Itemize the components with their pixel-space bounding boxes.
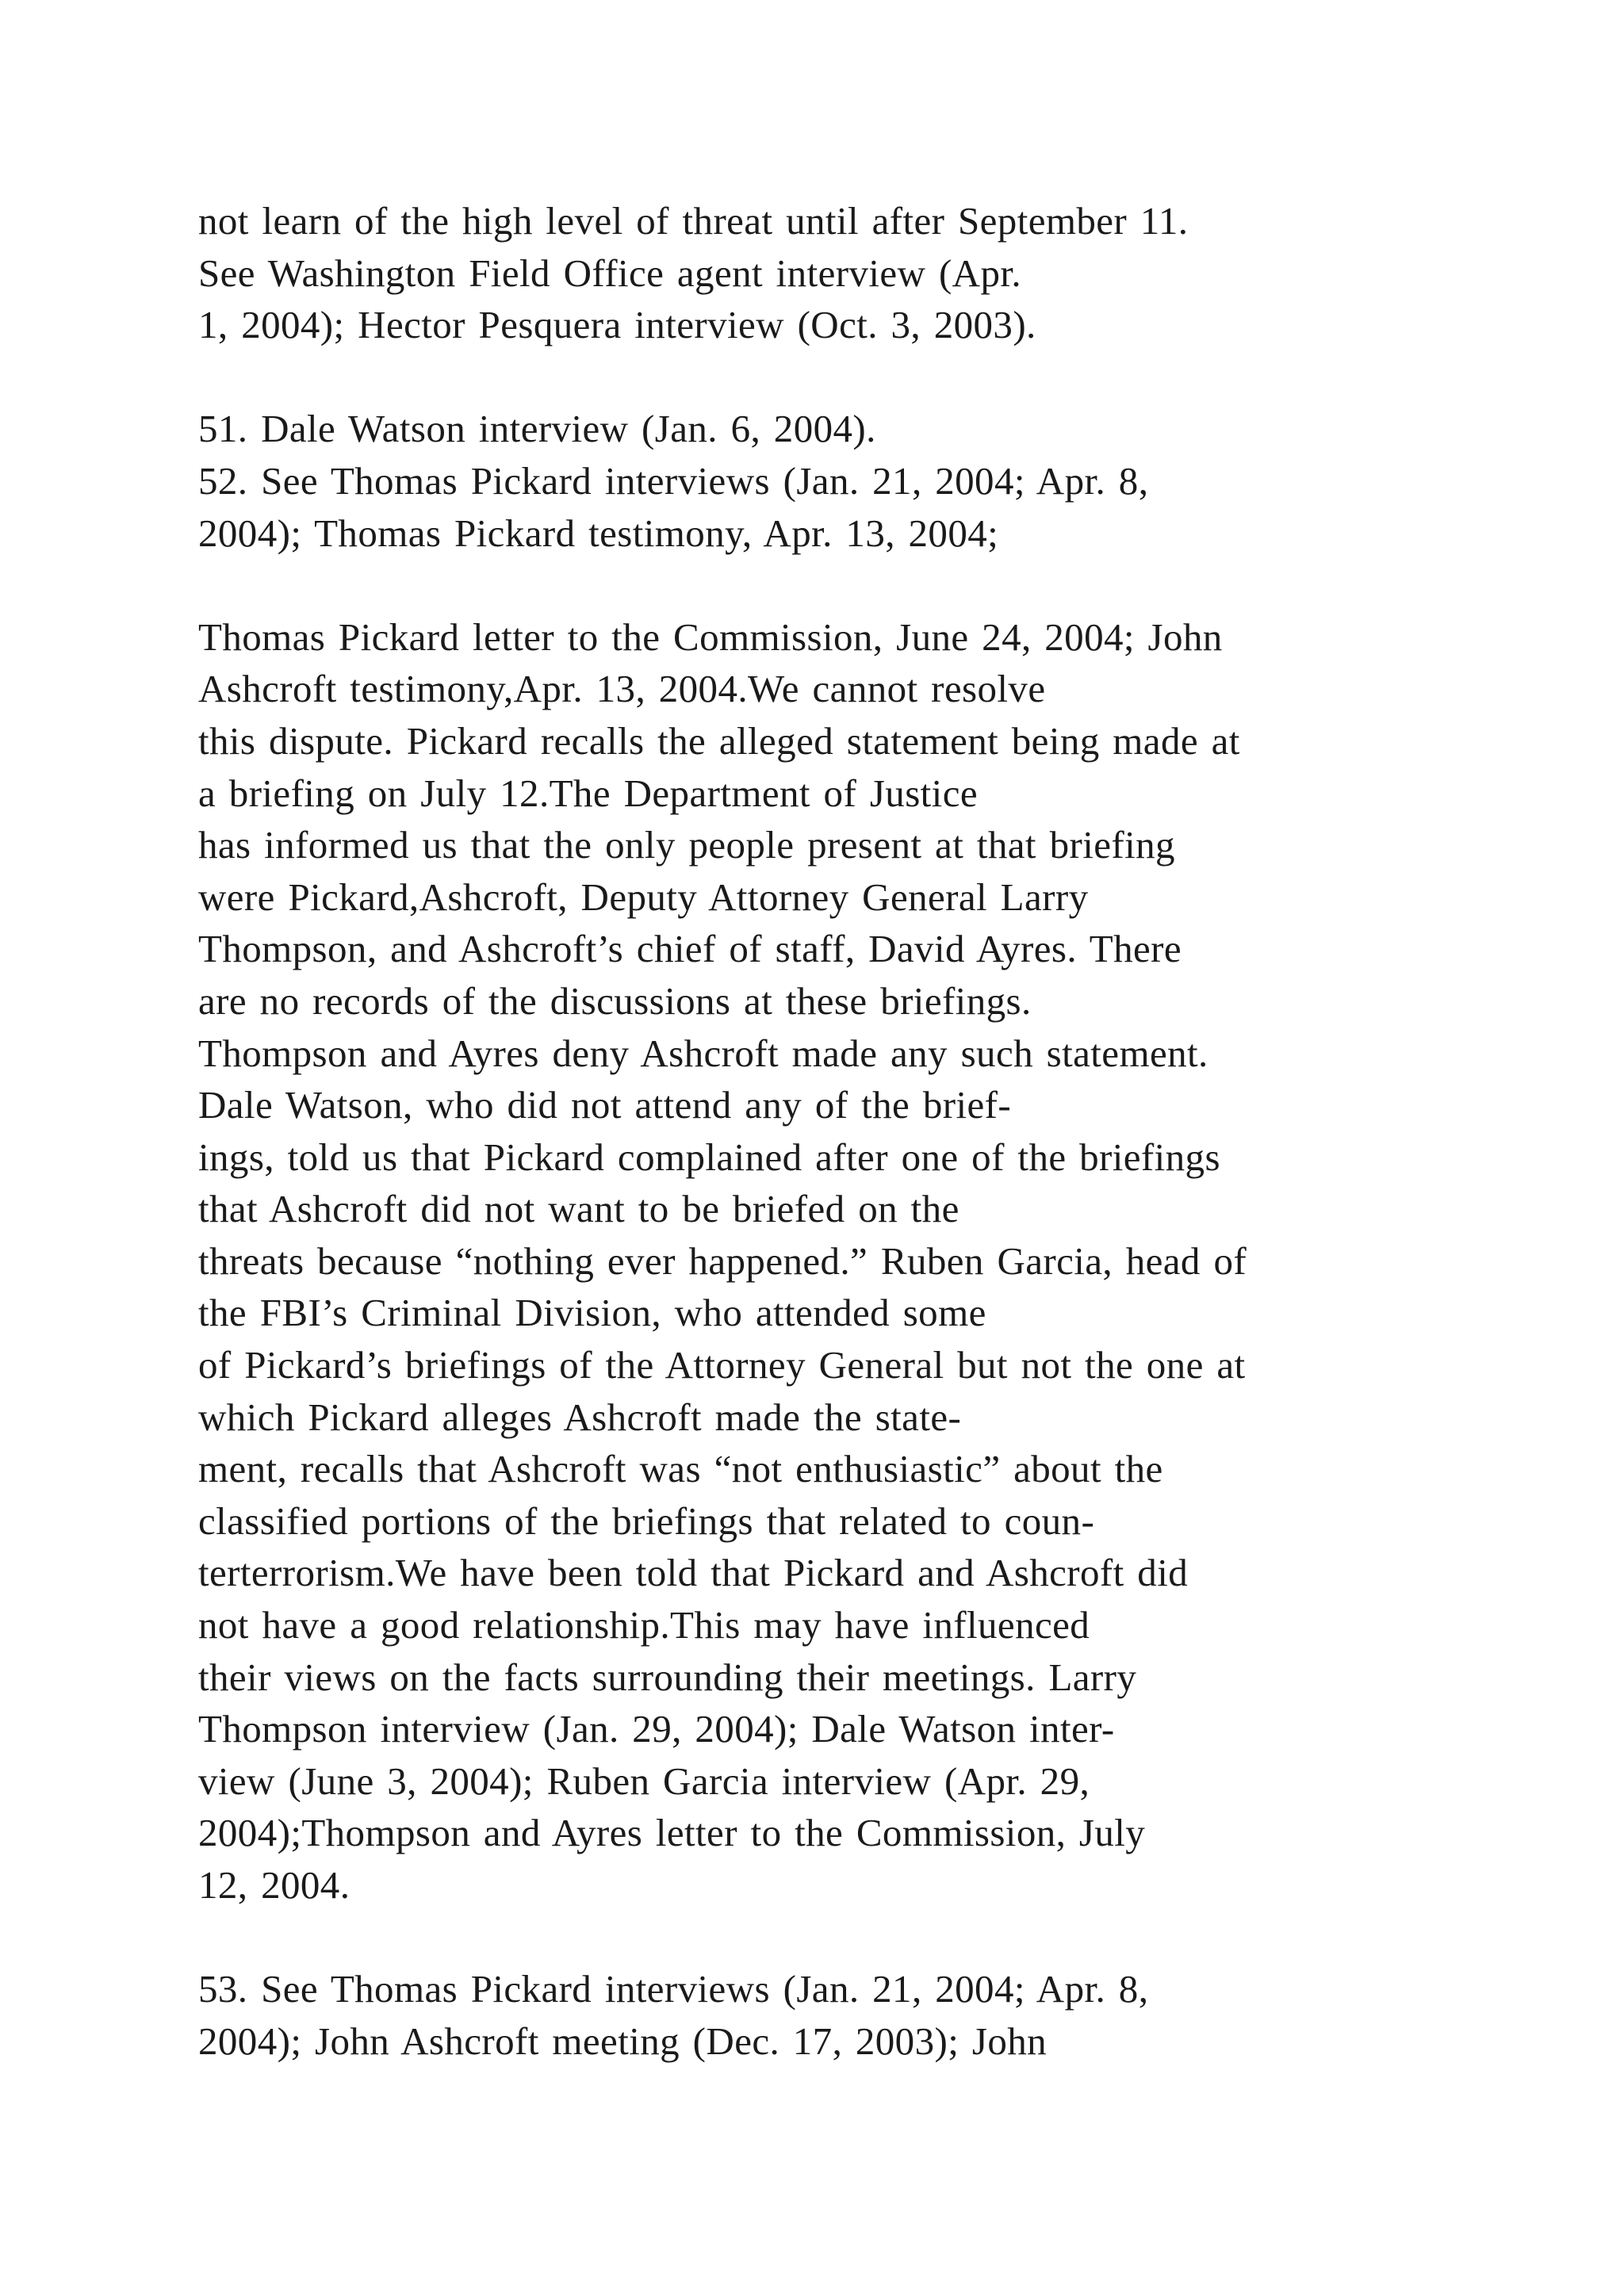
text-line: 51. Dale Watson interview (Jan. 6, 2004). — [198, 407, 876, 451]
paragraph-gap — [198, 559, 1546, 611]
text-line: Ashcroft testimony,Apr. 13, 2004.We cannot resolve — [198, 667, 1046, 711]
text-line: has informed us that the only people present at that briefing — [198, 823, 1175, 867]
text-line: not have a good relationship.This may have influenced — [198, 1603, 1090, 1647]
text-line: Thomas Pickard letter to the Commission, June 24, 2004; John — [198, 614, 1223, 659]
text-line: which Pickard alleges Ashcroft made the state- — [198, 1395, 962, 1439]
text-line: ment, recalls that Ashcroft was “not enthusiastic” about the — [198, 1447, 1163, 1491]
text-line: are no records of the discussions at these briefings. — [198, 978, 1032, 1023]
text-line: 2004); Thomas Pickard testimony, Apr. 13, 2004; — [198, 511, 999, 555]
text-line: 52. See Thomas Pickard interviews (Jan. 21, 2004; Apr. 8, — [198, 458, 1149, 503]
footnotes-text — [198, 195, 1546, 2067]
text-line: threats because “nothing ever happened.” Ruben Garcia, head of — [198, 1238, 1247, 1283]
paragraph-gap — [198, 1911, 1546, 1964]
text-line: See Washington Field Office agent interview (Apr. — [198, 251, 1022, 295]
text-line: were Pickard,Ashcroft, Deputy Attorney General Larry — [198, 874, 1089, 919]
text-line: Thompson, and Ashcroft’s chief of staff, David Ayres. There — [198, 927, 1182, 971]
text-line: of Pickard’s briefings of the Attorney General but not the one at — [198, 1343, 1246, 1387]
text-line: their views on the facts surrounding their meetings. Larry — [198, 1655, 1137, 1699]
text-line: 1, 2004); Hector Pesquera interview (Oct. 3, 2003). — [198, 303, 1036, 347]
text-line: 53. See Thomas Pickard interviews (Jan. 21, 2004; Apr. 8, — [198, 1967, 1149, 2011]
text-line: Thompson and Ayres deny Ashcroft made any such statement. — [198, 1031, 1208, 1075]
text-line: Dale Watson, who did not attend any of the brief- — [198, 1083, 1012, 1127]
text-line: this dispute. Pickard recalls the alleged statement being made at — [198, 718, 1240, 763]
text-line: Thompson interview (Jan. 29, 2004); Dale Watson inter- — [198, 1707, 1115, 1751]
text-line: classified portions of the briefings that related to coun- — [198, 1498, 1095, 1543]
text-line: not learn of the high level of threat until after September 11. — [198, 199, 1189, 243]
text-line: 12, 2004. — [198, 1863, 350, 1907]
text-line: the FBI’s Criminal Division, who attended some — [198, 1291, 986, 1335]
text-line: 2004);Thompson and Ayres letter to the Commission, July — [198, 1811, 1146, 1855]
text-line: view (June 3, 2004); Ruben Garcia interview (Apr. 29, — [198, 1758, 1090, 1803]
text-line: that Ashcroft did not want to be briefed on the — [198, 1187, 959, 1231]
text-line: ings, told us that Pickard complained after one of the briefings — [198, 1135, 1220, 1179]
paragraph-gap — [198, 351, 1546, 404]
text-line: a briefing on July 12.The Department of Justice — [198, 771, 978, 815]
text-line: terterrorism.We have been told that Pickard and Ashcroft did — [198, 1551, 1189, 1595]
text-line: 2004); John Ashcroft meeting (Dec. 17, 2003); John — [198, 2019, 1048, 2063]
